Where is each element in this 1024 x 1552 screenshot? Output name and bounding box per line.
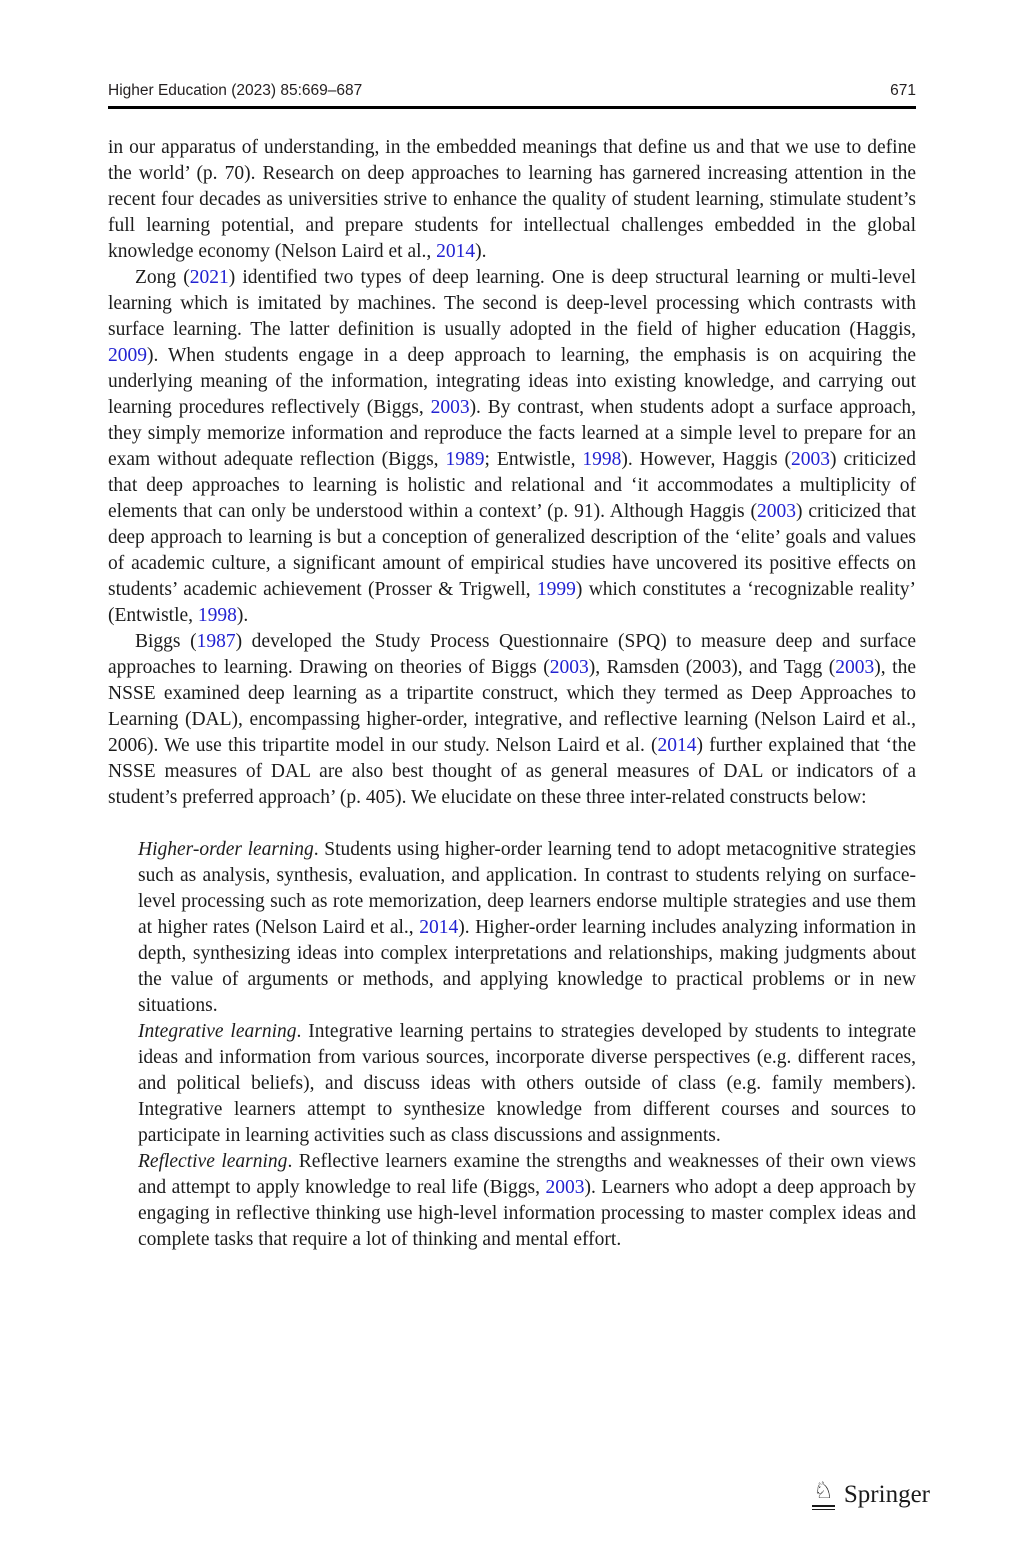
text-run: ). By contrast, when students adopt a surface approach, they simply memorize information and reproduce the facts learned at a simple level to prepare for an exam without adequate reflection (Biggs,	[108, 396, 916, 470]
citation-link[interactable]: 2003	[791, 448, 830, 470]
text-run: ) criticized that deep approach to learning is but a conception of generalized description of the ‘elite’ goals and values of academic culture, a significant amount of empirical studies have uncovered its positive effects on students’ academic achievement (Prosser & Trigwell,	[108, 500, 916, 600]
citation-link[interactable]: 2003	[430, 396, 470, 418]
text-run: ).	[475, 240, 487, 262]
text-run: ) further explained that ‘the NSSE measures of DAL are also best thought of as general measures of DAL or indicators of a student’s preferred approach’ (p. 405). We elucidate on these three inter-related constructs below:	[108, 734, 916, 808]
text-run: ), Ramsden (2003), and Tagg (	[588, 656, 836, 678]
citation-link[interactable]: 2003	[545, 1176, 585, 1198]
text-run: . Reflective learners examine the strengths and weaknesses of their own views and attempt to apply knowledge to real life (Biggs,	[138, 1150, 917, 1198]
paragraph	[108, 265, 916, 629]
body-paragraphs	[108, 135, 916, 811]
citation-link[interactable]: 2003	[756, 500, 796, 522]
text-run: ). When students engage in a deep approach to learning, the emphasis is on acquiring the underlying meaning of the information, integrating ideas into existing knowledge, and carrying out learning procedures reflectively (Biggs,	[108, 344, 916, 418]
text-run: . Integrative learning pertains to strategies developed by students to integrate ideas and information from various sources, incorporate diverse perspectives (e.g. different races, and political beliefs), and discuss ideas with others outside of class (e.g. family members). Integrative learners attempt to synthesize knowledge from different courses and sources to participate in learning activities such as class discussions and assignments.	[138, 1020, 916, 1146]
citation-link[interactable]: 2009	[108, 344, 147, 366]
definition-paragraph	[138, 1149, 916, 1253]
publisher-name: Springer	[843, 1481, 930, 1508]
term-label: Integrative learning	[138, 1020, 297, 1042]
springer-knight-icon: ♘	[812, 1480, 835, 1510]
term-label: Higher-order learning	[138, 838, 314, 860]
journal-ref: Higher Education (2023) 85:669–687	[108, 82, 363, 99]
running-head	[108, 82, 916, 100]
definition-paragraph	[138, 837, 916, 1019]
citation-link[interactable]: 1998	[197, 604, 237, 626]
citation-link[interactable]: 2014	[657, 734, 697, 756]
definitions-section	[138, 837, 916, 1253]
text-run: ) developed the Study Process Questionnaire (SPQ) to measure deep and surface approaches to learning. Drawing on theories of Biggs (	[108, 630, 916, 678]
text-run: ). Higher-order learning includes analyzing information in depth, synthesizing ideas into complex interpretations and relationships, making judgments about the value of arguments or methods, and applying knowledge to practical problems or in new situations.	[138, 916, 916, 1016]
citation-link[interactable]: 2021	[189, 266, 229, 288]
text-run: Biggs (	[135, 630, 197, 652]
citation-link[interactable]: 1999	[536, 578, 576, 600]
text-run: . Students using higher-order learning tend to adopt metacognitive strategies such as analysis, synthesis, evaluation, and application. In contrast to students relying on surface-level processing such as rote memorization, deep learners endorse multiple strategies and use them at higher rates (Nelson Laird et al.,	[138, 838, 916, 938]
text-run: ) criticized that deep approaches to learning is holistic and relational and ‘it accommodates a multiplicity of elements that can only be understood within a context’ (p. 91). Although Haggis (	[108, 448, 916, 522]
text-run: ).	[236, 604, 249, 626]
citation-link[interactable]: 2003	[835, 656, 875, 678]
citation-link[interactable]: 1998	[582, 448, 622, 470]
header-rule	[108, 106, 916, 109]
citation-link[interactable]: 2014	[436, 240, 476, 262]
text-run: ) identified two types of deep learning. One is deep structural learning or multi-level learning which is imitated by machines. The second is deep-level processing which contrasts with surface learning. The latter definition is usually adopted in the field of higher education (Haggis,	[108, 266, 916, 340]
page-number: 671	[890, 82, 916, 99]
term-label: Reflective learning	[138, 1150, 288, 1172]
citation-link[interactable]: 1987	[196, 630, 236, 652]
citation-link[interactable]: 2003	[549, 656, 589, 678]
text-run: ), the NSSE examined deep learning as a tripartite construct, which they termed as Deep Approaches to Learning (DAL), encompassing higher-order, integrative, and reflective learning (Nelson Laird et al., 2006). We use this tripartite model in our study. Nelson Laird et al. (	[108, 656, 917, 756]
paragraph	[108, 135, 916, 265]
paragraph	[108, 629, 916, 811]
text-run: Zong (	[135, 266, 190, 288]
definition-paragraph	[138, 1019, 916, 1149]
page-footer	[812, 1480, 930, 1510]
citation-link[interactable]: 1989	[445, 448, 485, 470]
article-body	[108, 135, 916, 1253]
text-run: ). However, Haggis (	[621, 448, 791, 470]
citation-link[interactable]: 2014	[419, 916, 459, 938]
text-run: ). Learners who adopt a deep approach by engaging in reflective thinking use high-level information processing to master complex ideas and complete tasks that require a lot of thinking and mental effort.	[138, 1176, 916, 1250]
text-run: ) which constitutes a ‘recognizable reality’ (Entwistle,	[108, 578, 916, 626]
text-run: in our apparatus of understanding, in the embedded meanings that define us and that we use to define the world’ (p. 70). Research on deep approaches to learning has garnered increasing attention in the recent four decades as universities strive to enhance the quality of student learning, stimulate student’s full learning potential, and prepare students for intellectual challenges embedded in the global knowledge economy (Nelson Laird et al.,	[108, 136, 916, 262]
text-run: ; Entwistle,	[484, 448, 583, 470]
